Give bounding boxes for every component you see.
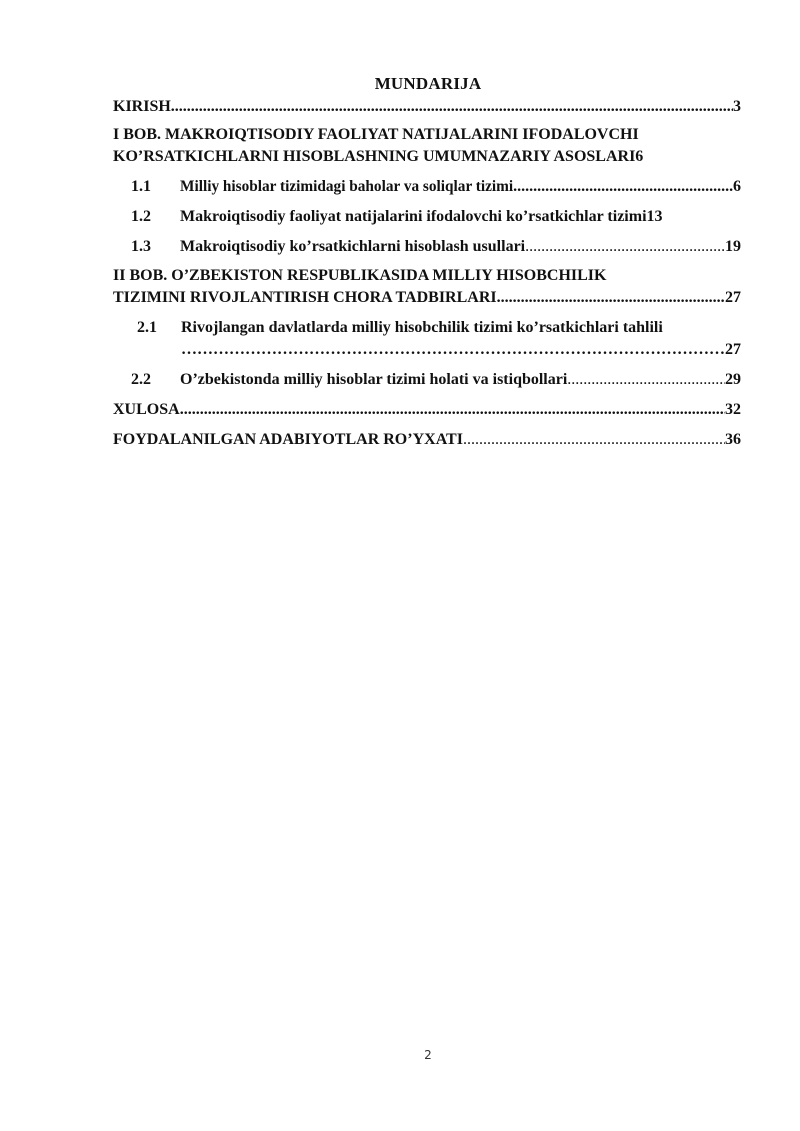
toc-entry-page: 36	[725, 431, 741, 448]
dot-leader	[171, 96, 733, 118]
toc-entry-kirish[interactable]	[113, 96, 741, 118]
table-of-contents	[113, 96, 741, 451]
toc-entry-section-1-1[interactable]	[113, 176, 741, 198]
toc-entry-page: 27	[725, 341, 741, 358]
section-label: Makroiqtisodiy faoliyat natijalarini ifodalovchi ko’rsatkichlar tizimi	[180, 208, 647, 225]
toc-entry-page: 6	[733, 178, 741, 195]
section-label: Milliy hisoblar tizimidagi baholar va soliqlar tizimi	[180, 178, 514, 195]
section-number: 1.2	[131, 208, 151, 225]
toc-entry-page: 19	[725, 238, 741, 255]
toc-entry-page: 6	[635, 148, 644, 165]
dot-leader	[497, 287, 725, 309]
dot-leader	[463, 429, 725, 451]
dot-leader	[525, 236, 725, 258]
chapter-2-title-line-2: TIZIMINI RIVOJLANTIRISH CHORA TADBIRLARI	[113, 289, 497, 306]
section-number: 2.1	[137, 319, 157, 336]
section-label: O’zbekistonda milliy hisoblar tizimi holati va istiqbollari	[180, 371, 568, 388]
toc-entry-page: 3	[733, 98, 741, 115]
toc-entry-section-1-2[interactable]	[113, 206, 741, 228]
section-label: Rivojlangan davlatlarda milliy hisobchilik tizimi ko’rsatkichlari tahlili	[181, 319, 663, 336]
section-number: 1.3	[131, 238, 151, 255]
toc-entry-xulosa[interactable]	[113, 399, 741, 421]
chapter-2-title-line-1: II BOB. O’ZBEKISTON RESPUBLIKASIDA MILLIY HISOBCHILIK	[113, 267, 607, 284]
toc-entry-page: 29	[725, 371, 741, 388]
dot-leader	[181, 339, 725, 361]
section-number: 1.1	[131, 178, 151, 195]
toc-entry-label: KIRISH	[113, 98, 171, 115]
toc-entry-section-1-3[interactable]	[113, 236, 741, 258]
toc-title: MUNDARIJA	[374, 74, 482, 93]
dot-leader	[513, 176, 733, 198]
toc-entry-page: 13	[646, 208, 663, 225]
chapter-1-title-line-2: KO’RSATKICHLARNI HISOBLASHNING UMUMNAZARIY ASOSLARI	[113, 148, 636, 165]
section-number: 2.2	[131, 371, 151, 388]
chapter-1-title-line-1: I BOB. MAKROIQTISODIY FAOLIYAT NATIJALARINI IFODALOVCHI	[113, 126, 639, 143]
toc-entry-references[interactable]	[113, 429, 741, 451]
toc-entry-chapter-1[interactable]	[113, 124, 741, 168]
toc-entry-section-2-1[interactable]	[113, 317, 741, 361]
dot-leader	[180, 399, 725, 421]
toc-entry-section-2-2[interactable]	[113, 369, 741, 391]
toc-entry-label: FOYDALANILGAN ADABIYOTLAR RO’YXATI	[113, 431, 463, 448]
section-label: Makroiqtisodiy ko’rsatkichlarni hisoblash usullari	[180, 238, 526, 255]
toc-entry-label: XULOSA	[113, 401, 180, 418]
toc-entry-chapter-2[interactable]	[113, 265, 741, 309]
dot-leader	[567, 369, 725, 391]
toc-entry-page: 27	[725, 289, 741, 306]
toc-entry-page: 32	[725, 401, 741, 418]
page-number: 2	[424, 1048, 432, 1062]
